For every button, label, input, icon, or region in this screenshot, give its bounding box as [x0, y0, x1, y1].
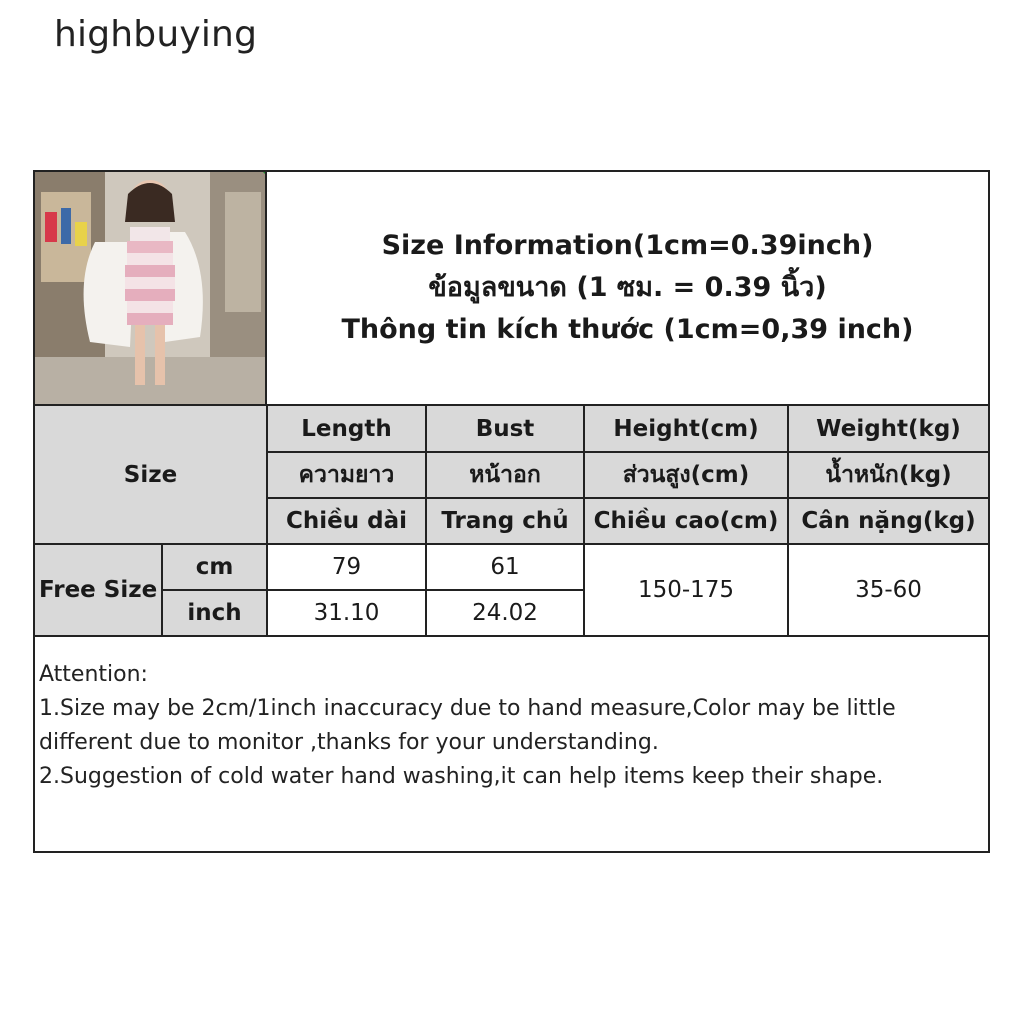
- col-length-vi: Chiều dài: [267, 498, 426, 544]
- col-weight-en: Weight(kg): [788, 406, 988, 452]
- bust-inch-value: 24.02: [426, 590, 584, 636]
- col-weight-th: น้ำหนัก(kg): [788, 452, 988, 498]
- header-thai: ข้อมูลขนาด (1 ซม. = 0.39 นิ้ว): [428, 272, 827, 303]
- weight-range-value: 35-60: [788, 544, 988, 636]
- bust-cm-value: 61: [426, 544, 584, 590]
- header-english: Size Information(1cm=0.39inch): [381, 230, 874, 261]
- product-photo: [35, 172, 267, 406]
- col-bust-th: หน้าอก: [426, 452, 584, 498]
- length-cm-value: 79: [267, 544, 426, 590]
- free-size-label: Free Size: [35, 544, 162, 636]
- col-length-th: ความยาว: [267, 452, 426, 498]
- height-range-value: 150-175: [584, 544, 788, 636]
- watermark-text: highbuying: [54, 14, 258, 55]
- model-image: [35, 172, 267, 406]
- size-chart: [33, 170, 990, 853]
- col-weight-vi: Cân nặng(kg): [788, 498, 988, 544]
- header-row-english: [35, 406, 988, 452]
- col-height-vi: Chiều cao(cm): [584, 498, 788, 544]
- col-bust-en: Bust: [426, 406, 584, 452]
- col-bust-vi: Trang chủ: [426, 498, 584, 544]
- attention-title: Attention:: [39, 662, 148, 687]
- size-table: [35, 406, 988, 637]
- header-vietnamese: Thông tin kích thước (1cm=0,39 inch): [341, 314, 914, 345]
- unit-inch: inch: [162, 590, 267, 636]
- attention-notes: [39, 658, 979, 794]
- size-label: Size: [35, 406, 267, 544]
- table-row: [35, 544, 988, 590]
- col-height-en: Height(cm): [584, 406, 788, 452]
- attention-line-1: 1.Size may be 2cm/1inch inaccuracy due to hand measure,Color may be little: [39, 696, 896, 721]
- col-length-en: Length: [267, 406, 426, 452]
- attention-line-3: 2.Suggestion of cold water hand washing,it can help items keep their shape.: [39, 764, 884, 789]
- size-info-header: [267, 172, 988, 406]
- col-height-th: ส่วนสูง(cm): [584, 452, 788, 498]
- length-inch-value: 31.10: [267, 590, 426, 636]
- attention-line-2: different due to monitor ,thanks for your understanding.: [39, 730, 659, 755]
- unit-cm: cm: [162, 544, 267, 590]
